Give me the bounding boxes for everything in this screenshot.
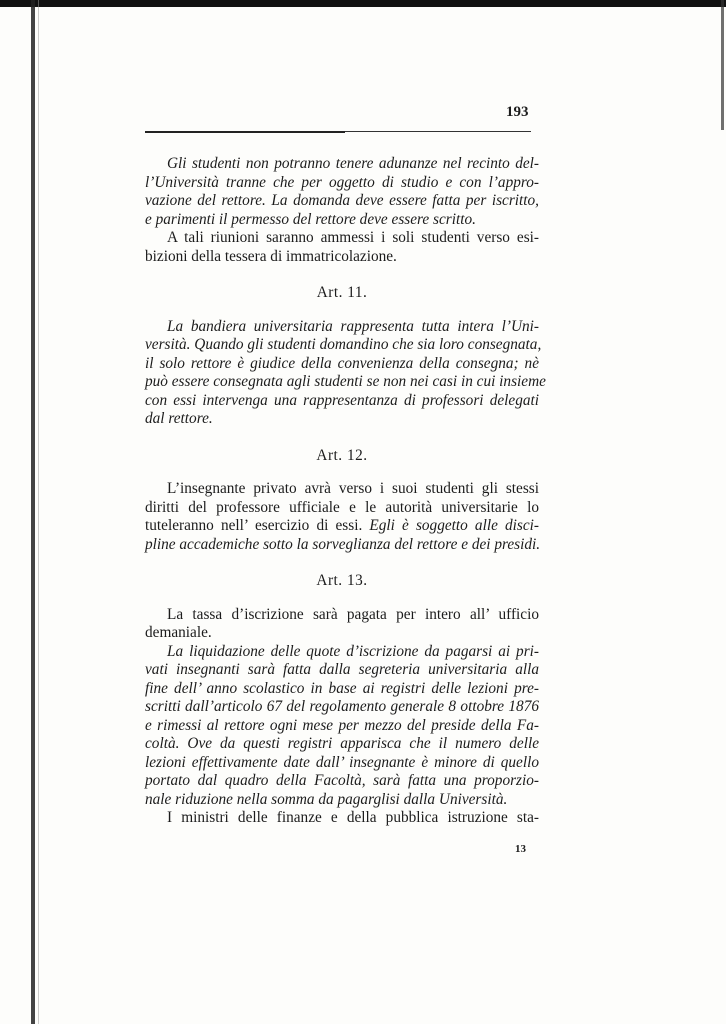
text-line [145,517,539,536]
paragraph [145,155,539,266]
text-line [145,155,539,174]
scan-border-left [31,0,35,1024]
italic-text: Egli è soggetto alle disci- [369,517,539,534]
roman-text: L’insegnante privato avrà verso i suoi studenti gli stessi [167,480,539,497]
paragraph [145,606,539,828]
scan-border-right [721,0,724,130]
scan-page-edge [38,0,39,1024]
roman-text: A tali riunioni saranno ammessi i soli studenti verso esi- [167,229,539,246]
body-text [145,155,546,828]
text-line [145,480,539,499]
text-line [145,499,539,518]
italic-text: pline accademiche sotto la sorveglianza del rettore e dei presidi. [145,535,541,553]
italic-text: La liquidazione delle quote d’iscrizione da pagarsi ai pri- [167,642,539,660]
roman-text: bizioni della tessera di immatricolazione. [145,247,397,265]
roman-text: La tassa d’iscrizione sarà pagata per intero all’ ufficio [167,605,539,623]
italic-text: Gli studenti non potranno tenere adunanze nel recinto del- [167,155,539,172]
italic-text: vazione del rettore. La domanda deve essere fatta per iscritto, [145,192,539,209]
article-heading: Art. 11. [316,284,368,301]
roman-text: demaniale. [145,624,212,641]
text-line [145,809,539,828]
text-line [145,318,539,337]
italic-text: portato dal quadro della Facoltà, sarà fatta una proporzio- [145,772,539,789]
text-line [145,229,539,248]
paragraph [145,480,539,554]
roman-text: diritti del professore ufficiale e le autorità universitarie lo [145,498,539,516]
italic-text: coltà. Ove da questi registri apparisca che il numero delle [145,735,539,752]
text-line [145,624,539,643]
text-line [145,174,539,193]
roman-text: tuteleranno nell’ esercizio di essi. [145,517,370,534]
text-line [145,680,539,699]
text-line [145,717,539,736]
article-heading: Art. 12. [316,446,368,464]
italic-text: scritti dall’articolo 67 del regolamento generale 8 ottobre 1876 [145,698,539,715]
roman-text: I ministri delle finanze e della pubblica istruzione sta- [167,809,539,826]
italic-text: fine dell’ anno scolastico in base ai registri delle lezioni pre- [145,679,539,697]
italic-text: e parimenti il permesso del rettore deve essere scritto. [145,210,476,228]
italic-text: lezioni effettivamente date dall’ insegnante è minore di quello [145,753,539,771]
paragraph [145,317,546,429]
text-line [145,754,539,773]
page-number: 193 [506,104,529,120]
text-line [145,248,539,267]
italic-text: l’Università tranne che per oggetto di studio e con l’appro- [145,173,539,191]
text-line [145,536,539,555]
text-line [145,772,539,791]
signature-mark: 13 [515,843,526,855]
italic-text: con essi intervenga una rappresentanza di professori delegati [145,391,539,409]
italic-text: può essere consegnata agli studenti se non nei casi in cui insieme [145,373,546,390]
text-line [145,661,539,680]
italic-text: vati insegnanti sarà fatta dalla segreteria universitaria alla [145,661,539,678]
text-line [145,373,546,392]
italic-text: il solo rettore è giudice della convenienza della consegna; nè [145,354,539,372]
text-line [145,392,539,411]
text-line [145,336,542,355]
italic-text: e rimessi al rettore ogni mese per mezzo del preside della Fa- [145,716,539,734]
text-line [145,192,539,211]
text-line [145,211,539,230]
text-line [145,698,539,717]
italic-text: La bandiera universitaria rappresenta tutta intera l’Uni- [167,317,539,335]
italic-text: nale riduzione nella somma da pagarglisi dalla Università. [145,790,508,808]
text-line [145,606,539,625]
article-heading: Art. 13. [316,572,368,589]
italic-text: versità. Quando gli studenti domandino che sia loro consegnata, [145,336,542,353]
header-rule [145,131,531,132]
text-line [145,735,539,754]
text-line [145,791,539,810]
text-line [145,643,539,662]
text-line [145,355,539,374]
italic-text: dal rettore. [145,410,213,427]
scan-border-top [0,0,726,7]
text-line [145,410,539,429]
